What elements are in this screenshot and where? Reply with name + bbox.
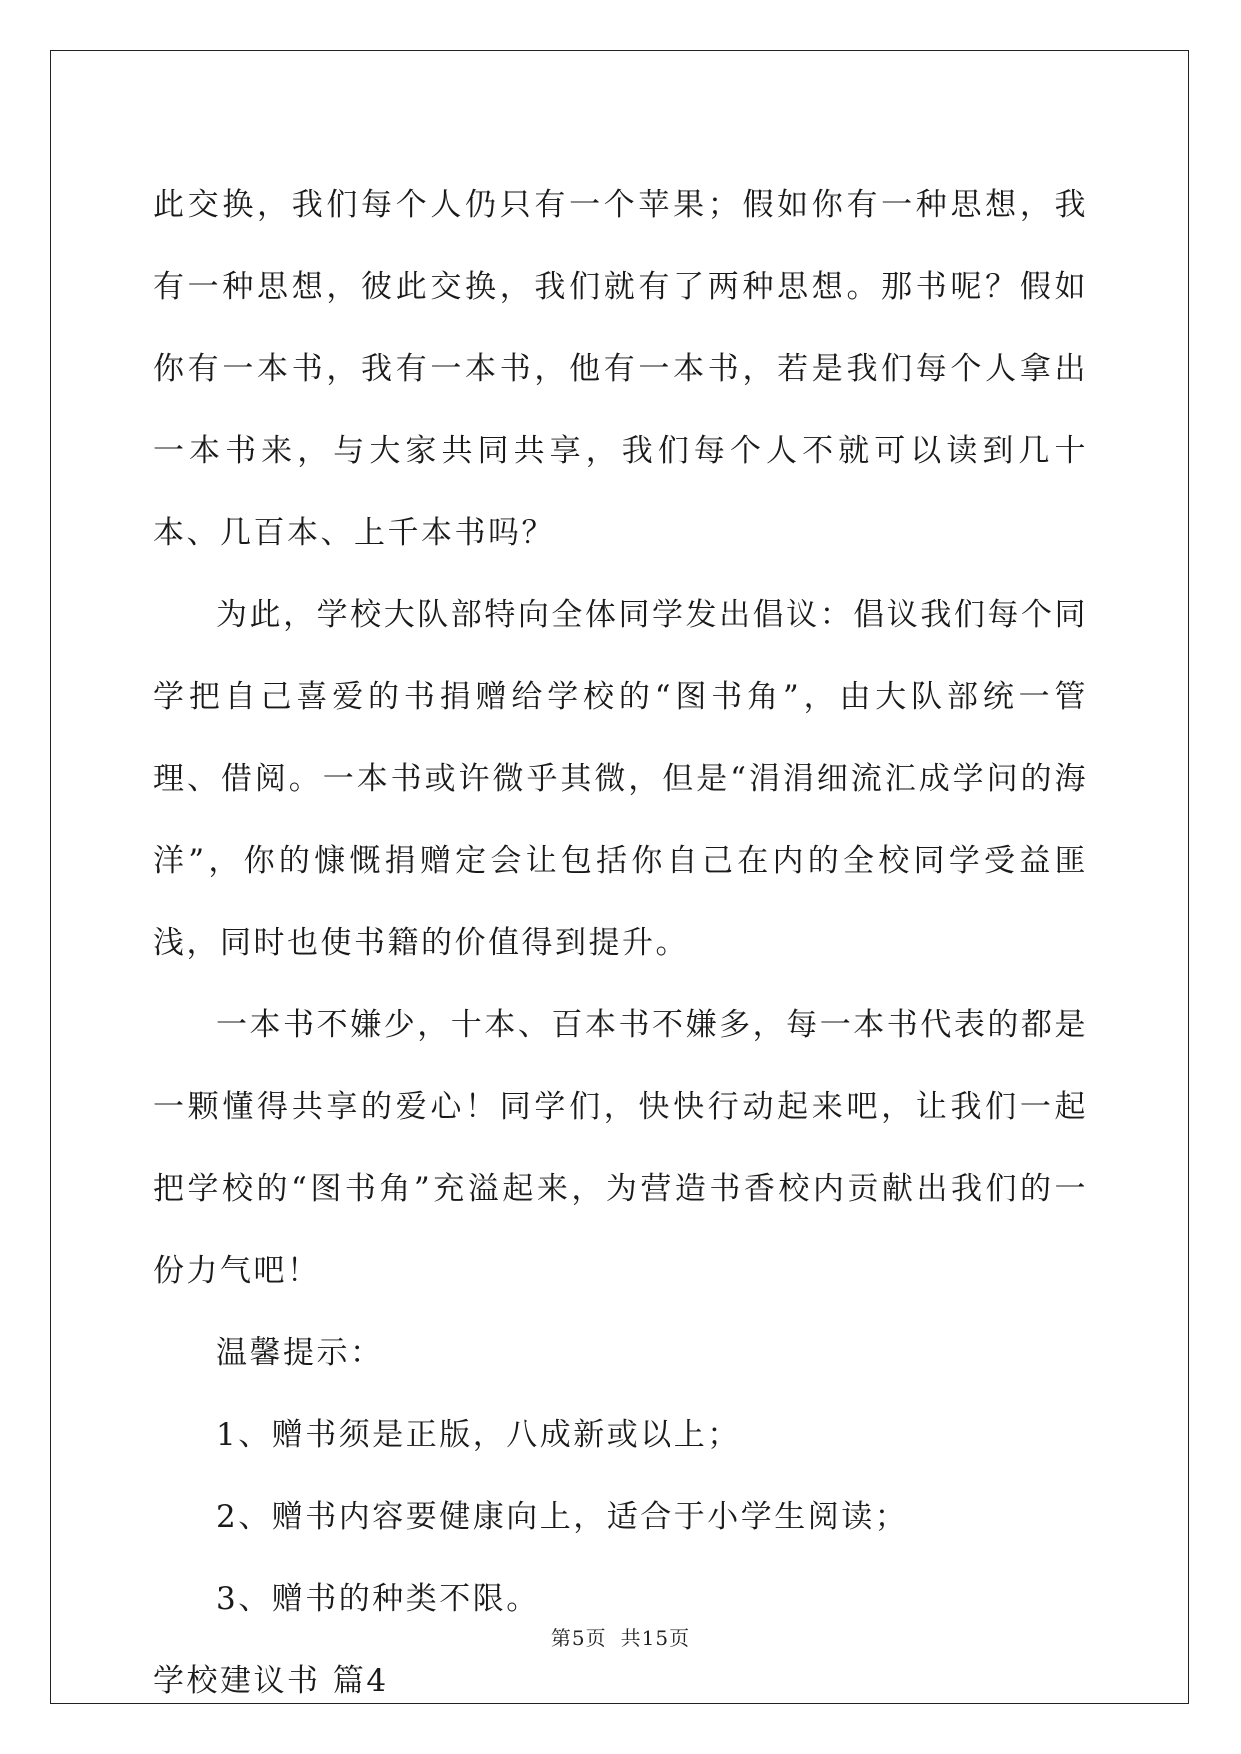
paragraph-initiative: 为此，学校大队部特向全体同学发出倡议：倡议我们每个同学把自己喜爱的书捐赠给学校的“图书角”，由大队部统一管理、借阅。一本书或许微乎其微，但是“涓涓细流汇成学问的海洋”，你的慷慨捐赠定会让包括你自己在内的全校同学受益匪浅，同时也使书籍的价值得到提升。 [153, 597, 1088, 961]
page-total: 共15页 [620, 1626, 691, 1650]
tips-heading: 温馨提示： [216, 1335, 384, 1371]
document-body [153, 164, 1088, 1722]
paragraph-call-to-action: 一本书不嫌少，十本、百本书不嫌多，每一本书代表的都是一颗懂得共享的爱心！同学们，快快行动起来吧，让我们一起把学校的“图书角”充溢起来，为营造书香校内贡献出我们的一份力气吧！ [153, 1007, 1088, 1289]
paragraph-continuation: 此交换，我们每个人仍只有一个苹果；假如你有一种思想，我有一种思想，彼此交换，我们就有了两种思想。那书呢？假如你有一本书，我有一本书，他有一本书，若是我们每个人拿出一本书来，与大家共同共享，我们每个人不就可以读到几十本、几百本、上千本书吗？ [153, 187, 1088, 551]
page-number: 第5页 [550, 1626, 607, 1650]
tip-item-3: 3、赠书的种类不限。 [216, 1581, 540, 1617]
tip-item-2: 2、赠书内容要健康向上，适合于小学生阅读； [216, 1499, 909, 1535]
page-footer [0, 1622, 1241, 1651]
section-heading: 学校建议书 篇4 [153, 1663, 389, 1699]
tip-item-1: 1、赠书须是正版，八成新或以上； [216, 1417, 741, 1453]
